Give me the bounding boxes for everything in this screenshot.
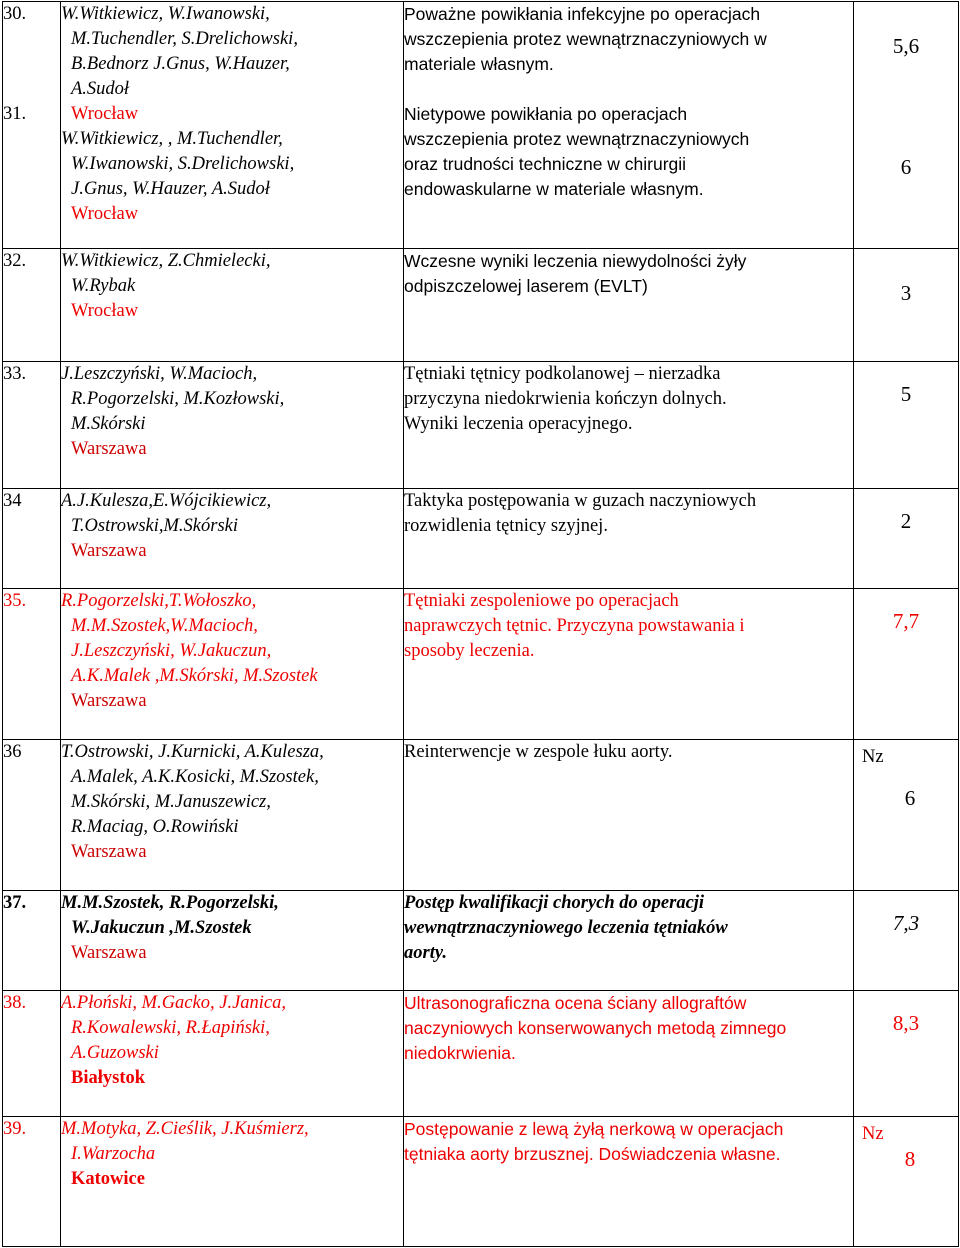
city: Warszawa <box>71 691 147 711</box>
points-cell: 7,7 <box>854 589 959 740</box>
row-number: 37. <box>3 891 61 991</box>
publications-table <box>2 1 959 1247</box>
row-number: 36 <box>3 740 61 891</box>
row-number: 38. <box>3 991 61 1117</box>
row-number: 34 <box>3 489 61 589</box>
city: Warszawa <box>71 842 147 862</box>
title-cell: Tętniaki zespoleniowe po operacjach naprawczych tętnic. Przyczyna powstawania i sposoby leczenia. <box>404 589 854 740</box>
table-row <box>3 740 959 891</box>
row-number: 33. <box>3 362 61 489</box>
points-cell: Nz 6 <box>854 740 959 891</box>
points-note: Nz <box>862 747 884 767</box>
row-number: 30. 31. <box>3 2 61 249</box>
authors-cell: J.Leszczyński, W.Macioch, R.Pogorzelski, M.Kozłowski, M.Skórski Warszawa <box>61 362 404 489</box>
table-row <box>3 362 959 489</box>
city: Warszawa <box>71 943 147 963</box>
authors-cell: M.M.Szostek, R.Pogorzelski, W.Jakuczun ,M.Szostek Warszawa <box>61 891 404 991</box>
city: Białystok <box>71 1068 146 1088</box>
points-cell: 7,3 <box>854 891 959 991</box>
title-cell: Postęp kwalifikacji chorych do operacji wewnątrznaczyniowego leczenia tętniaków aorty. <box>404 891 854 991</box>
title-cell: Wczesne wyniki leczenia niewydolności żyły odpiszczelowej laserem (EVLT) <box>404 249 854 362</box>
title-cell: Poważne powikłania infekcyjne po operacjach wszczepienia protez wewnątrznaczyniowych w materiale własnym. Nietypowe powikłania po operacjach wszczepienia protez wewnątrznaczyniowych oraz trudności techniczne w chirurgii endowaskularne w materiale własnym. <box>404 2 854 249</box>
table-row <box>3 589 959 740</box>
table-row <box>3 249 959 362</box>
authors-cell: R.Pogorzelski,T.Wołoszko, M.M.Szostek,W.Macioch, J.Leszczyński, W.Jakuczun, A.K.Malek ,M.Skórski, M.Szostek Warszawa <box>61 589 404 740</box>
authors-cell: A.Płoński, M.Gacko, J.Janica, R.Kowalewski, R.Łapiński, A.Guzowski Białystok <box>61 991 404 1117</box>
row-number: 35. <box>3 589 61 740</box>
authors-cell: W.Witkiewicz, Z.Chmielecki, W.Rybak Wrocław <box>61 249 404 362</box>
points-note: Nz <box>862 1124 884 1144</box>
title-cell: Reinterwencje w zespole łuku aorty. <box>404 740 854 891</box>
title-cell: Taktyka postępowania w guzach naczyniowych rozwidlenia tętnicy szyjnej. <box>404 489 854 589</box>
points-cell: 5 <box>854 362 959 489</box>
points-cell: 2 <box>854 489 959 589</box>
row-number: 39. <box>3 1117 61 1247</box>
points-cell: 8,3 <box>854 991 959 1117</box>
points-cell: Nz 8 <box>854 1117 959 1247</box>
authors-cell: M.Motyka, Z.Cieślik, J.Kuśmierz, I.Warzocha Katowice <box>61 1117 404 1247</box>
table-row <box>3 2 959 249</box>
table-row <box>3 991 959 1117</box>
points-cell: 5,6 6 <box>854 2 959 249</box>
authors-cell: A.J.Kulesza,E.Wójcikiewicz, T.Ostrowski,M.Skórski Warszawa <box>61 489 404 589</box>
table-row <box>3 891 959 991</box>
title-cell: Ultrasonograficzna ocena ściany allograftów naczyniowych konserwowanych metodą zimnego niedokrwienia. <box>404 991 854 1117</box>
title-cell: Tętniaki tętnicy podkolanowej – nierzadka przyczyna niedokrwienia kończyn dolnych. Wyniki leczenia operacyjnego. <box>404 362 854 489</box>
city: Warszawa <box>71 439 147 459</box>
points-cell: 3 <box>854 249 959 362</box>
row-number: 32. <box>3 249 61 362</box>
title-cell: Postępowanie z lewą żyłą nerkową w operacjach tętniaka aorty brzusznej. Doświadczenia własne. <box>404 1117 854 1247</box>
city: Wrocław <box>71 104 139 124</box>
authors-cell: W.Witkiewicz, W.Iwanowski, M.Tuchendler, S.Drelichowski, B.Bednorz J.Gnus, W.Hauzer, A.Sudoł Wrocław W.Witkiewicz, , M.Tuchendler, W.Iwanowski, S.Drelichowski, J.Gnus, W.Hauzer, A.Sudoł Wrocław <box>61 2 404 249</box>
city: Wrocław <box>71 301 139 321</box>
city: Warszawa <box>71 541 147 561</box>
city: Wrocław <box>71 204 139 224</box>
authors-cell: T.Ostrowski, J.Kurnicki, A.Kulesza, A.Malek, A.K.Kosicki, M.Szostek, M.Skórski, M.Januszewicz, R.Maciag, O.Rowiński Warszawa <box>61 740 404 891</box>
city: Katowice <box>71 1169 145 1189</box>
table-row <box>3 1117 959 1247</box>
table-row <box>3 489 959 589</box>
